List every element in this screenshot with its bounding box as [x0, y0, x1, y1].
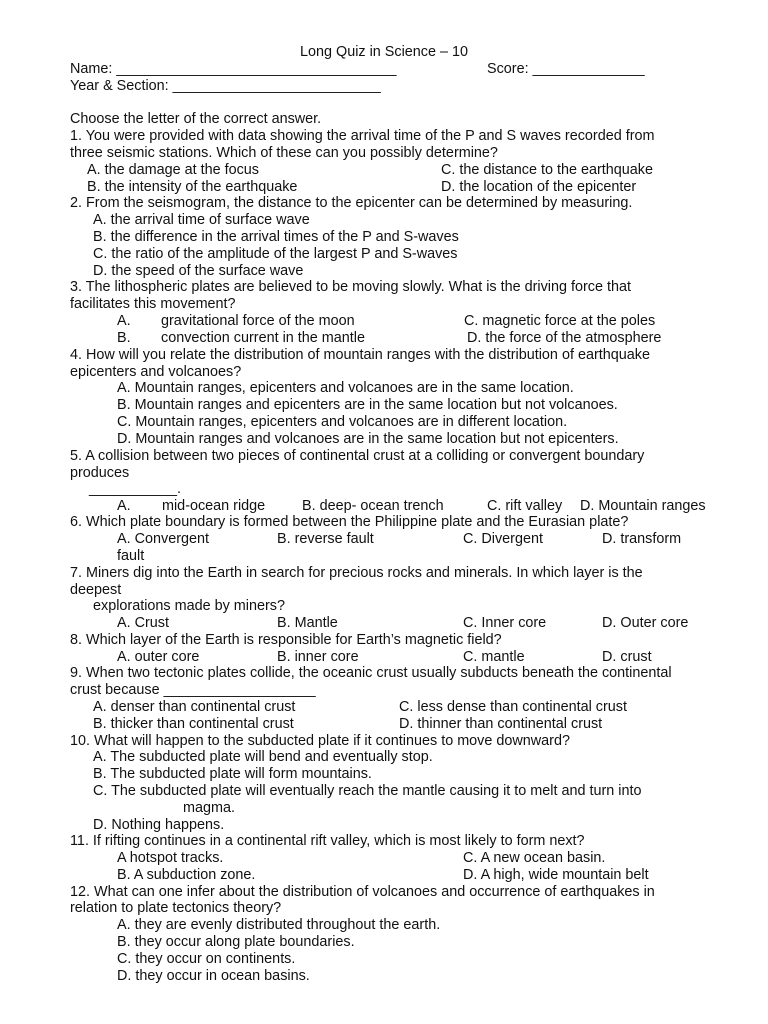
- question-11-choice-d: D. A high, wide mountain belt: [463, 867, 649, 883]
- question-3-choice-d: D. the force of the atmosphere: [467, 330, 662, 346]
- question-4-choice-b: B. Mountain ranges and epicenters are in the same location but not volcanoes.: [117, 397, 618, 413]
- question-10-choice-d: D. Nothing happens.: [93, 817, 225, 833]
- question-11-text: 11. If rifting continues in a continental rift valley, which is most likely to form next?: [70, 833, 585, 849]
- question-12-text: 12. What can one infer about the distribution of volcanoes and occurrence of earthquakes in: [70, 884, 655, 900]
- question-6-choice-d-wrap: fault: [117, 548, 145, 564]
- question-3-choice-c: C. magnetic force at the poles: [464, 313, 656, 329]
- question-8-choice-b: B. inner core: [277, 649, 359, 665]
- question-1-choice-c: C. the distance to the earthquake: [441, 162, 654, 178]
- question-10-text: 10. What will happen to the subducted plate if it continues to move downward?: [70, 733, 570, 749]
- question-4-choice-d: D. Mountain ranges and volcanoes are in the same location but not epicenters.: [117, 431, 619, 447]
- name-field-label: Name: ___________________________________: [70, 61, 397, 77]
- question-4-choice-c: C. Mountain ranges, epicenters and volcanoes are in different location.: [117, 414, 568, 430]
- question-5-choice-a: mid-ocean ridge: [162, 498, 266, 514]
- question-6-choice-a: A. Convergent: [117, 531, 209, 547]
- question-12-choice-d: D. they occur in ocean basins.: [117, 968, 310, 984]
- question-9-text: crust because ___________________: [70, 682, 316, 698]
- question-10-choice-c: C. The subducted plate will eventually reach the mantle causing it to melt and turn into: [93, 783, 642, 799]
- question-10-choice-a: A. The subducted plate will bend and eventually stop.: [93, 749, 433, 765]
- question-3-choice-a-letter: A.: [117, 313, 131, 329]
- question-12-choice-c: C. they occur on continents.: [117, 951, 296, 967]
- question-4-text: epicenters and volcanoes?: [70, 364, 242, 380]
- question-7-choice-c: C. Inner core: [463, 615, 547, 631]
- question-5-choice-c: C. rift valley: [487, 498, 563, 514]
- question-2-choice-b: B. the difference in the arrival times of the P and S-waves: [93, 229, 459, 245]
- question-3-choice-b: convection current in the mantle: [161, 330, 365, 346]
- question-11-choice-c: C. A new ocean basin.: [463, 850, 606, 866]
- question-9-choice-c: C. less dense than continental crust: [399, 699, 627, 715]
- question-5-choice-b: B. deep- ocean trench: [302, 498, 444, 514]
- question-3-text: facilitates this movement?: [70, 296, 236, 312]
- question-2-choice-c: C. the ratio of the amplitude of the largest P and S-waves: [93, 246, 458, 262]
- question-5-blank: ___________.: [89, 481, 182, 497]
- question-9-text: 9. When two tectonic plates collide, the oceanic crust usually subducts beneath the continental: [70, 665, 672, 681]
- question-12-text: relation to plate tectonics theory?: [70, 900, 282, 916]
- question-6-choice-b: B. reverse fault: [277, 531, 374, 547]
- question-7-choice-b: B. Mantle: [277, 615, 338, 631]
- question-7-choice-d: D. Outer core: [602, 615, 689, 631]
- question-7-text: 7. Miners dig into the Earth in search for precious rocks and minerals. In which layer is the: [70, 565, 643, 581]
- question-7-text: deepest: [70, 582, 122, 598]
- question-5-choice-d: D. Mountain ranges: [580, 498, 706, 514]
- question-3-choice-a: gravitational force of the moon: [161, 313, 355, 329]
- question-2-choice-a: A. the arrival time of surface wave: [93, 212, 310, 228]
- question-7-text: explorations made by miners?: [93, 598, 285, 614]
- question-12-choice-a: A. they are evenly distributed throughout the earth.: [117, 917, 441, 933]
- question-9-choice-d: D. thinner than continental crust: [399, 716, 603, 732]
- question-2-text: 2. From the seismogram, the distance to the epicenter can be determined by measuring.: [70, 195, 633, 211]
- question-1-choice-b: B. the intensity of the earthquake: [87, 179, 298, 195]
- question-4-text: 4. How will you relate the distribution of mountain ranges with the distribution of earthquake: [70, 347, 650, 363]
- question-9-choice-b: B. thicker than continental crust: [93, 716, 294, 732]
- question-5-text: produces: [70, 465, 130, 481]
- question-10-choice-b: B. The subducted plate will form mountains.: [93, 766, 372, 782]
- question-5-choice-a-letter: A.: [117, 498, 131, 514]
- question-1-choice-a: A. the damage at the focus: [87, 162, 259, 178]
- question-8-choice-a: A. outer core: [117, 649, 200, 665]
- question-8-text: 8. Which layer of the Earth is responsible for Earth’s magnetic field?: [70, 632, 502, 648]
- question-6-choice-d: D. transform: [602, 531, 682, 547]
- question-8-choice-c: C. mantle: [463, 649, 525, 665]
- question-1-text: three seismic stations. Which of these can you possibly determine?: [70, 145, 498, 161]
- question-11-choice-b: B. A subduction zone.: [117, 867, 256, 883]
- page-title: Long Quiz in Science – 10: [299, 44, 468, 60]
- question-2-choice-d: D. the speed of the surface wave: [93, 263, 304, 279]
- question-6-text: 6. Which plate boundary is formed between the Philippine plate and the Eurasian plate?: [70, 514, 629, 530]
- question-8-choice-d: D. crust: [602, 649, 652, 665]
- question-1-choice-d: D. the location of the epicenter: [441, 179, 637, 195]
- question-3-text: 3. The lithospheric plates are believed to be moving slowly. What is the driving force that: [70, 279, 631, 295]
- question-9-choice-a: A. denser than continental crust: [93, 699, 296, 715]
- score-field-label: Score: ______________: [487, 61, 645, 77]
- year-section-field-label: Year & Section: __________________________: [70, 78, 381, 94]
- question-5-text: 5. A collision between two pieces of continental crust at a colliding or convergent boundary: [70, 448, 645, 464]
- question-3-choice-b-letter: B.: [117, 330, 131, 346]
- question-10-choice-c-wrap: magma.: [183, 800, 235, 816]
- question-12-choice-b: B. they occur along plate boundaries.: [117, 934, 355, 950]
- question-11-choice-a: A hotspot tracks.: [117, 850, 224, 866]
- instructions: Choose the letter of the correct answer.: [70, 111, 322, 127]
- question-1-text: 1. You were provided with data showing the arrival time of the P and S waves recorded from: [70, 128, 655, 144]
- question-6-choice-c: C. Divergent: [463, 531, 543, 547]
- question-4-choice-a: A. Mountain ranges, epicenters and volcanoes are in the same location.: [117, 380, 574, 396]
- question-7-choice-a: A. Crust: [117, 615, 169, 631]
